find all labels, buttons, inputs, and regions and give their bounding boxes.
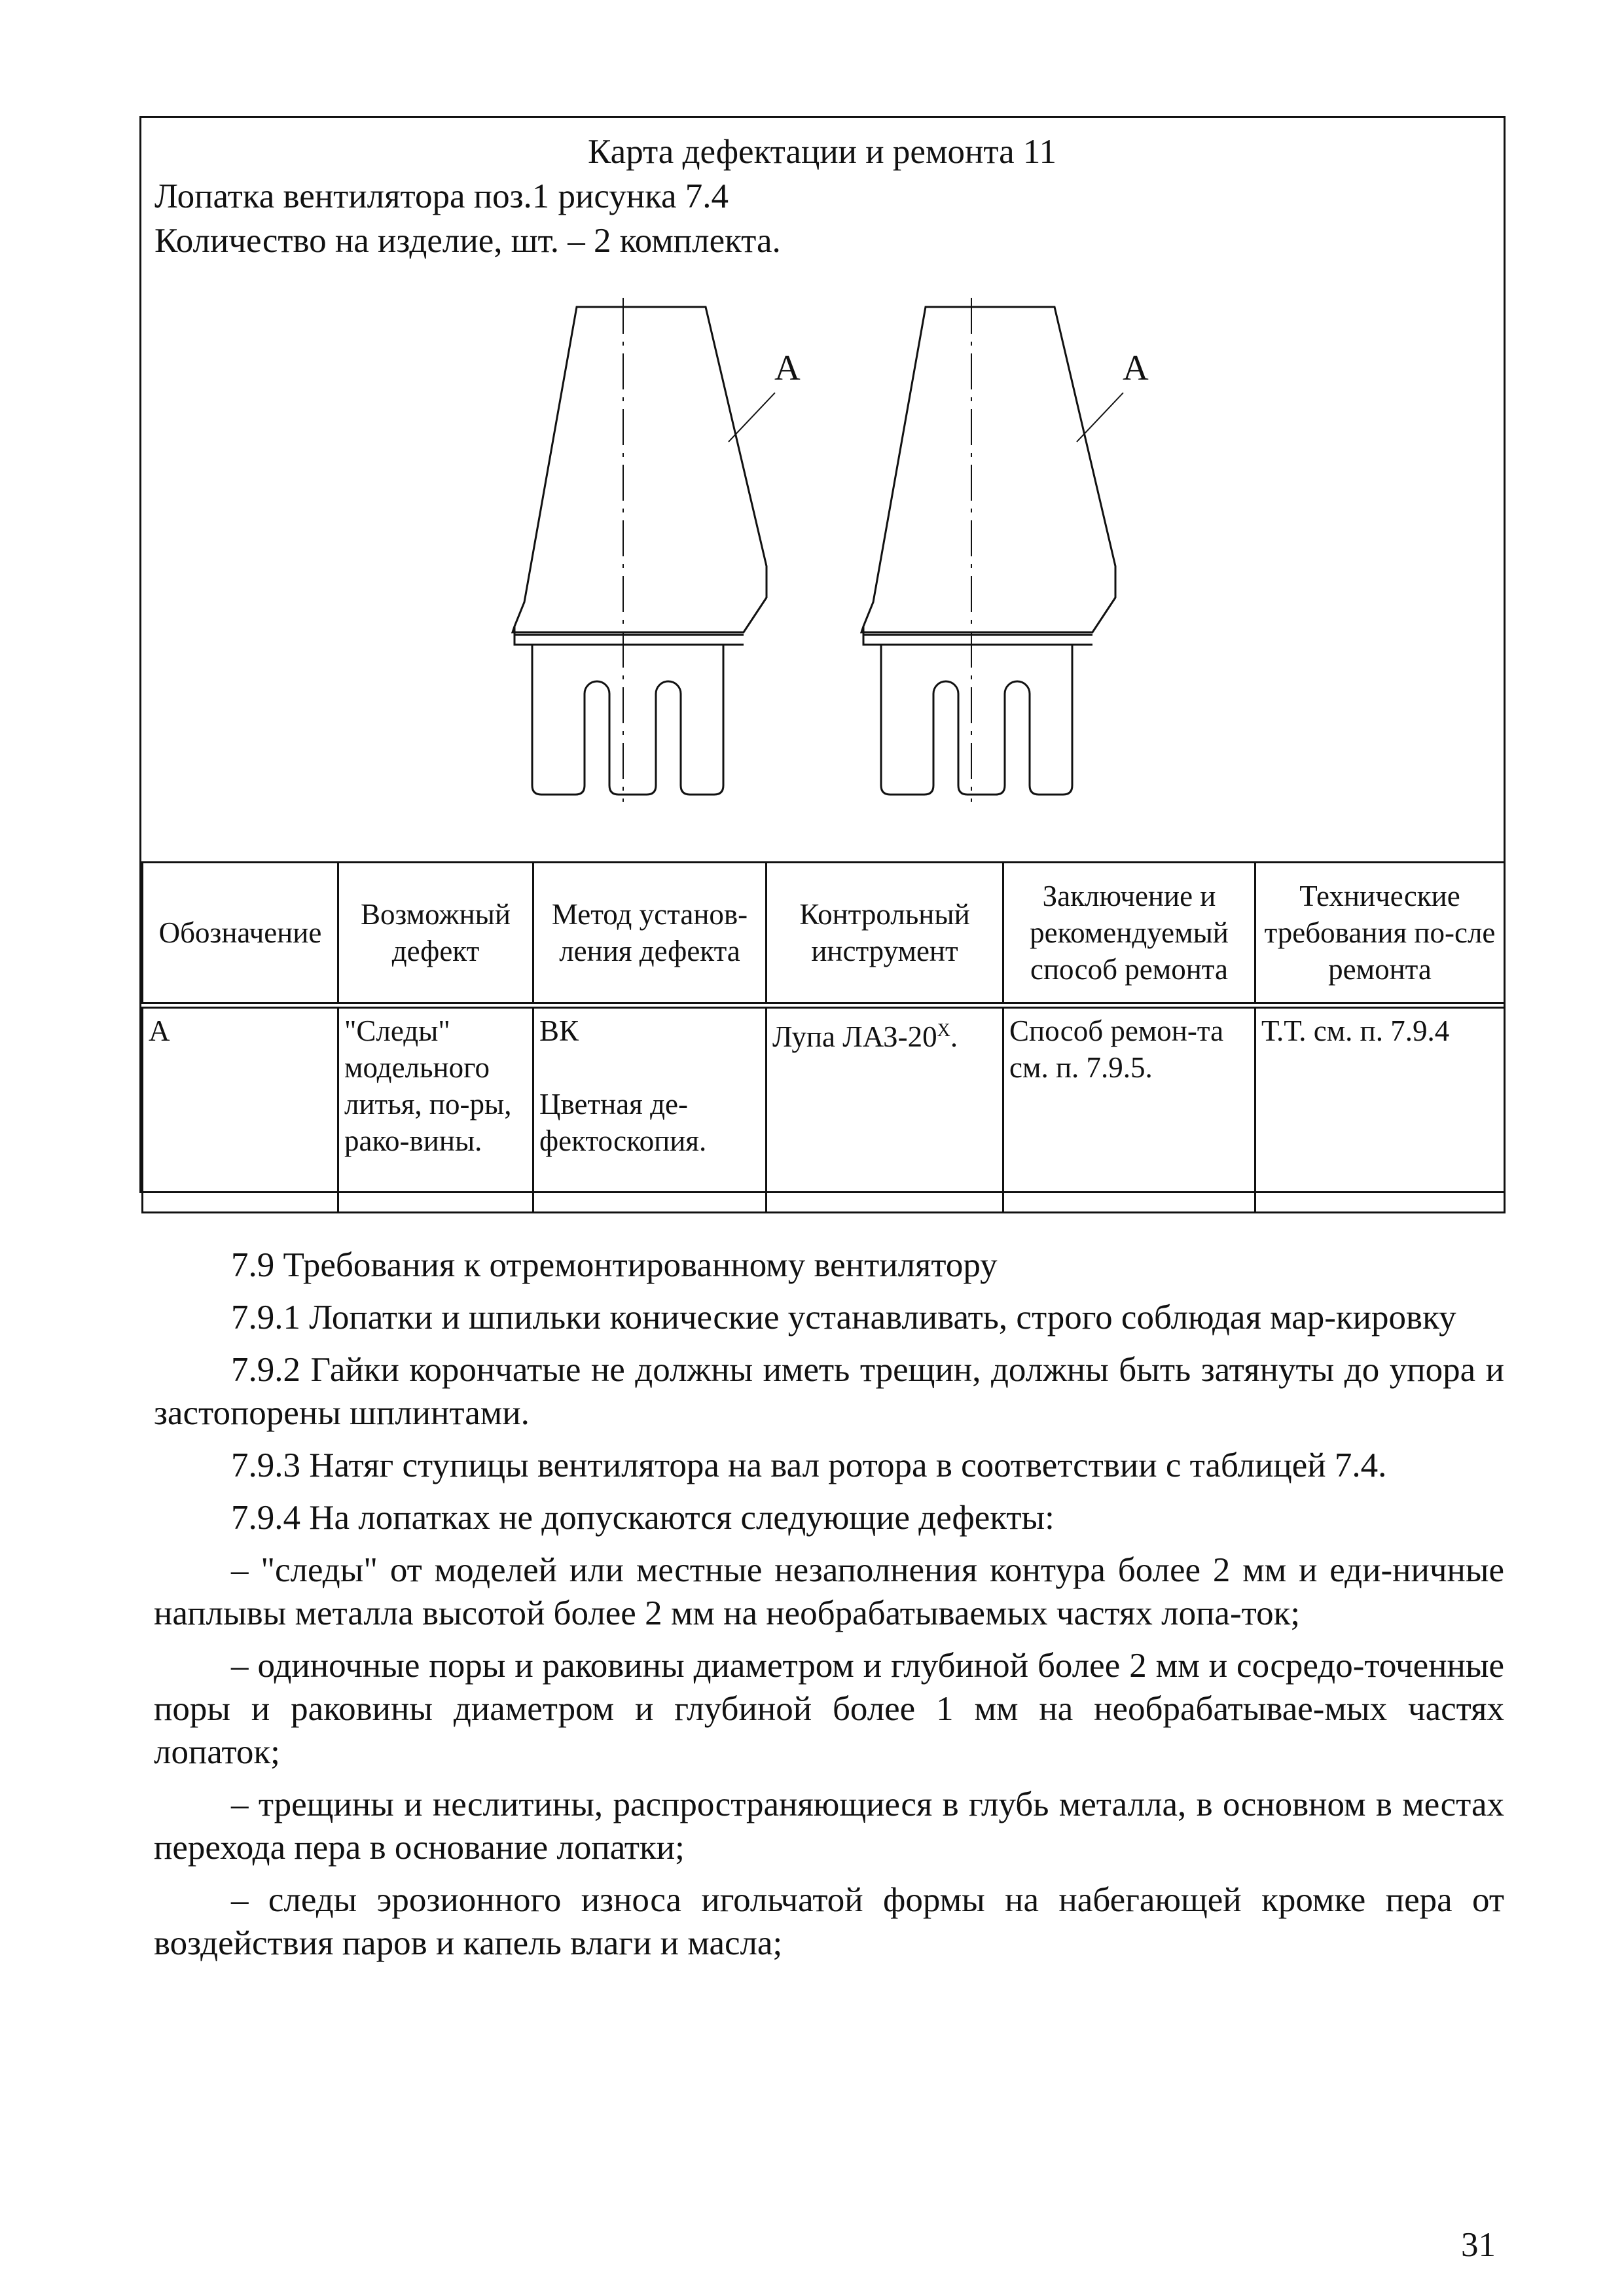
defect-card: [139, 116, 1506, 1193]
card-quantity: Количество на изделие, шт. – 2 комплекта.: [154, 222, 781, 260]
page-number: 31: [1461, 2226, 1496, 2264]
method-line-2: Цветная де-фектоскопия.: [539, 1088, 707, 1157]
paragraph-7-9-4: 7.9.4 На лопатках не допускаются следующие дефекты:: [231, 1499, 1055, 1537]
card-part-name: Лопатка вентилятора поз.1 рисунка 7.4: [154, 177, 729, 215]
blade-left: [513, 298, 775, 802]
cell-tool: [767, 1005, 1003, 1213]
card-title: Карта дефектации и ремонта 11: [588, 133, 1056, 171]
paragraph-7-9-3: 7.9.3 Натяг ступицы вентилятора на вал ротора в соответствии с таблицей 7.4.: [231, 1446, 1387, 1484]
header-method: Метод установ-ления дефекта: [533, 863, 767, 1006]
blade-drawing: [141, 118, 1504, 861]
list-item: – трещины и неслитины, распространяющиеся в глубь металла, в основном в местах перехода пера в основание лопатки;: [154, 1785, 1504, 1867]
cell-requirements: Т.Т. см. п. 7.9.4: [1255, 1005, 1505, 1213]
header-designation: Обозначение: [143, 863, 338, 1006]
callout-a-right: А: [1123, 348, 1149, 387]
tool-tail: .: [950, 1020, 958, 1053]
header-defect: Возможный дефект: [338, 863, 533, 1006]
tool-name: Лупа ЛАЗ-20: [772, 1020, 937, 1053]
defect-table: [141, 861, 1506, 1213]
method-line-1: ВК: [539, 1014, 579, 1047]
list-item: – "следы" от моделей или местные незаполнения контура более 2 мм и еди-ничные наплывы металла высотой более 2 мм на необрабатываемых частях лопа-ток;: [154, 1551, 1504, 1632]
list-item: – следы эрозионного износа игольчатой формы на набегающей кромке пера от воздействия паров и капель влаги и масла;: [154, 1881, 1504, 1962]
list-item: – одиночные поры и раковины диаметром и глубиной более 2 мм и сосредо-точенные поры и раковины диаметром и глубиной более 1 мм на необрабатывае-мых частях лопаток;: [154, 1647, 1504, 1771]
table-row: [143, 1005, 1505, 1213]
blade-right: [861, 298, 1123, 802]
cell-method: [533, 1005, 767, 1213]
requirements-text: [154, 1244, 1504, 1965]
paragraph-7-9-2: 7.9.2 Гайки корончатые не должны иметь трещин, должны быть затянуты до упора и застопорены шплинтами.: [154, 1351, 1504, 1432]
header-requirements: Технические требования по-сле ремонта: [1255, 863, 1505, 1006]
paragraph-7-9-1: 7.9.1 Лопатки и шпильки конические устанавливать, строго соблюдая мар-кировку: [231, 1299, 1456, 1336]
tool-superscript: Х: [937, 1020, 950, 1041]
section-heading: 7.9 Требования к отремонтированному вентилятору: [231, 1246, 998, 1284]
table-header-row: [143, 863, 1505, 1006]
header-tool: Контрольный инструмент: [767, 863, 1003, 1006]
header-repair: Заключение и рекомендуемый способ ремонта: [1003, 863, 1255, 1006]
cell-designation: А: [143, 1005, 338, 1213]
cell-repair: Способ ремон-та см. п. 7.9.5.: [1003, 1005, 1255, 1213]
callout-a-left: А: [774, 348, 801, 387]
cell-defect: "Следы" модельного литья, по-ры, рако-вины.: [338, 1005, 533, 1213]
